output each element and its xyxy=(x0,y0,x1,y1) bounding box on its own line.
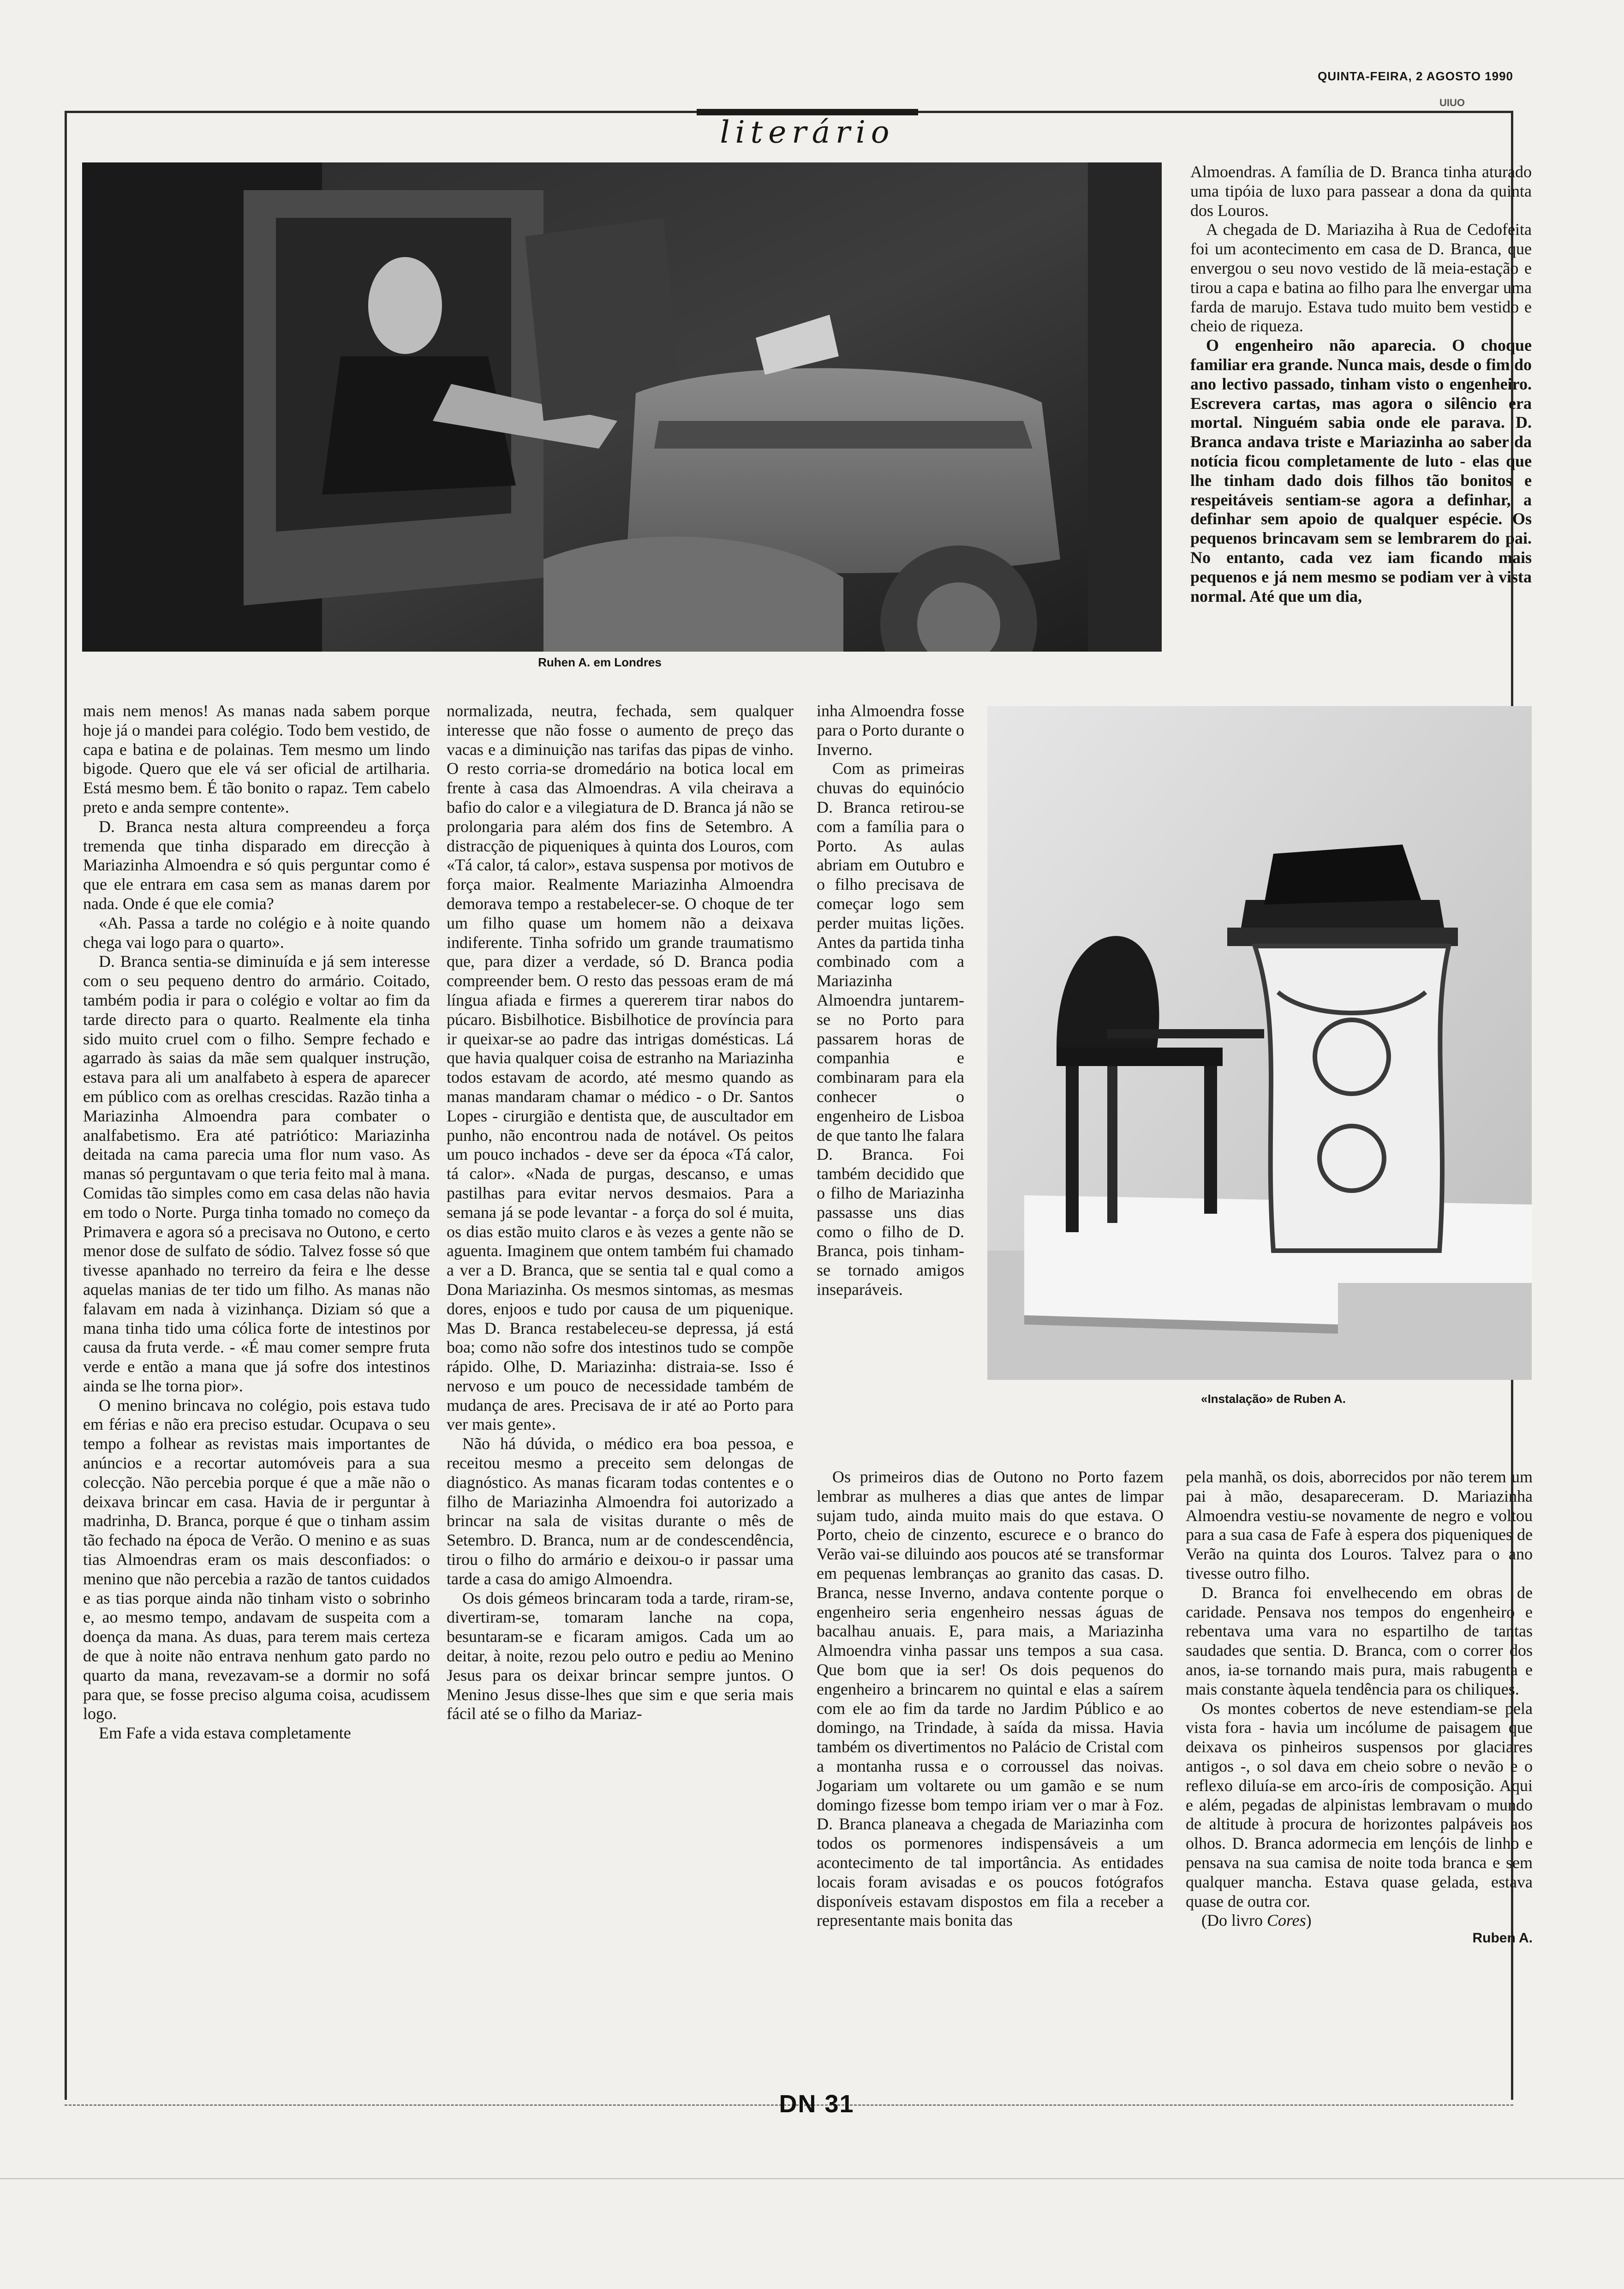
paragraph: O menino brincava no colégio, pois estava tudo em férias e não era preciso estudar. Ocupava o seu tempo a folhear as revistas mais importantes de anúncios e a recortar automóveis para a sua colecção. Não percebia porque é que a mãe não o deixava brincar em casa. Havia de ir perguntar à madrinha, D. Branca, porque é que o tinham assim tão fechado na época de Verão. O menino e as suas tias Almoendras eram os mais desconfiados: o menino que não percebia a razão de tantos cuidados e as tias porque ainda não tinham visto o sobrinho e, ao mesmo tempo, andavam de suspeita com a doença da mana. As duas, para terem mais certeza de que à noite não entrava nenhum gato pardo no quarto da mana, revezavam-se a dormir no sofá para que, se fosse preciso alguma coisa, acudissem logo. xyxy=(83,1396,430,1723)
photo-ruben-london xyxy=(82,162,1162,652)
paragraph: Almoendras. A família de D. Branca tinha aturado uma tipóia de luxo para passear a dona da quinta dos Louros. xyxy=(1190,162,1532,220)
paragraph: A chegada de D. Mariaziha à Rua de Cedofeita foi um acontecimento em casa de D. Branca, que envergou o seu novo vestido de lã meia-estação e tirou a capa e batina ao filho para lhe envergar uma farda de marujo. Estava tudo muito bem vestido e cheio de riqueza. xyxy=(1190,220,1532,336)
paragraph: Os montes cobertos de neve estendiam-se pela vista fora - havia um incólume de paisagem que deixava os pinheiros suspensos por glaciares antigos -, o sol dava em cheio sobre o nevão e o reflexo diluía-se em arco-íris de composição. Aqui e além, pegadas de alpinistas lembravam o mundo de altitude à procura de horizontes palpáveis aos olhos. D. Branca adormecia em lençóis de linho e pensava na sua camisa de noite toda branca e sem qualquer mancha. Estava quase gelada, estava quase de outra cor. xyxy=(1186,1699,1533,1911)
paragraph: Os dois gémeos brincaram toda a tarde, riram-se, divertiram-se, tomaram lanche na copa, besuntaram-se e ficaram amigos. Cada um ao deitar, à noite, rezou pelo outro e pediu ao Menino Jesus para os deixar brincar sempre juntos. O Menino Jesus disse-lhes que sim e que seria mais fácil até se o filho da Mariaz- xyxy=(447,1588,794,1723)
paragraph: inha Almoendra fosse para o Porto durante o Inverno. xyxy=(817,701,964,759)
article-column-1 xyxy=(83,701,430,1743)
paragraph: Com as primeiras chuvas do equinócio D. Branca retirou-se com a família para o Porto. As aulas abriam em Outubro e o filho precisava de começar logo sem perder muitas lições. Antes da partida tinha combinado com a Mariazinha Almoendra juntarem-se no Porto para passarem horas de companhia e combinaram para ela conhecer o engenheiro de Lisboa de que tanto lhe falara D. Branca. Foi também decidido que o filho de Mariazinha passasse uns dias como o filho de D. Branca, pois tinham-se tornado amigos inseparáveis. xyxy=(817,759,964,1299)
photo-installation-image xyxy=(987,706,1532,1380)
photo-installation xyxy=(987,706,1532,1380)
article-column-right-top xyxy=(1190,162,1532,606)
paragraph: D. Branca foi envelhecendo em obras de caridade. Pensava nos tempos do engenheiro e rebentava uma vara no espartilho de tantas saudades que sentia. D. Branca, com o correr dos anos, ia-se tornando mais pura, mais rabugenta e mais constante àquela tendência para os chiliques. xyxy=(1186,1583,1533,1698)
paragraph: normalizada, neutra, fechada, sem qualquer interesse que não fosse o aumento de preço das vacas e a diminuição nas tarifas das pipas de vinho. O resto corria-se dromedário na botica local em frente à casa das Almoendras. A vila cheirava a bafio do calor e a vilegiatura de D. Branca já não se prolongaria para além dos fins de Setembro. A distracção de piqueniques à quinta dos Louros, com «Tá calor, tá calor», estava suspensa por motivos de força maior. Realmente Mariazinha Almoendra demorava tempo a restabelecer-se. O choque de ter um filho quase um homem não a deixava indiferente. Tinha sofrido um grande traumatismo que, para dizer a verdade, só D. Branca podia compreender bem. O resto das pessoas eram de má língua afiada e firmes a quererem tirar nabos do púcaro. Bisbilhotice. Bisbilhotice de província para ir queixar-se ao padre das intrigas domésticas. Lá que havia qualquer coisa de estranho na Mariazinha todos estavam de acordo, até mesmo quando as manas mandaram chamar o médico - o Dr. Santos Lopes - cirurgião e dentista que, de auscultador em punho, não encontrou nada de notável. Os peitos um pouco inchados - deve ser da época «Tá calor, tá calor». «Nada de purgas, descanso, e umas pastilhas para evitar nervos desmaios. Para a semana já se pode levantar - a força do sol é muita, os dias estão muito claros e às vezes a gente não se aguenta. Imaginem que ontem também fui chamado a ver a D. Branca, que se sentia tal e qual como a Dona Mariazinha. Os mesmos sintomas, as mesmas dores, enjoos e tudo por causa de um piquenique. Mas D. Branca restabeleceu-se depressa, já está boa; como não sofre dos intestinos tudo se compõe rápido. Olhe, D. Mariazinha: distraia-se. Isso é nervoso e um pouco de necessidade também de mudança de ares. Precisava de ir até ao Porto para ver mais gente». xyxy=(447,701,794,1434)
paragraph: Os primeiros dias de Outono no Porto fazem lembrar as mulheres a dias que antes de limpar sujam tudo, ainda muito mais do que estava. O Porto, cheio de cinzento, escurece e o branco do Verão vai-se diluindo aos poucos até se transformar em pequenas lembranças ao granito das casas. D. Branca, nesse Inverno, andava contente porque o engenheiro seria engenheiro nessas águas de bacalhau anuais. E, para mais, a Mariazinha Almoendra vinha passar uns tempos a sua casa. Que bom que ia ser! Os dois pequenos do engenheiro a brincarem no quintal e elas a saírem com ele ao fim da tarde no Jardim Público e ao domingo, na Trindade, à saída da missa. Havia também os divertimentos no Palácio de Cristal com a montanha russa e o corroussel das noivas. Jogariam um voltarete ou um gamão e se num domingo fizesse bom tempo iriam ver o mar à Foz. D. Branca planeava a chegada de Mariazinha com todos os pormenores indispensáveis a um acontecimento de tal importância. As entidades locais foram avisadas e os poucos fotógrafos disponíveis estavam dispostos em fila a receber a representante mais bonita das xyxy=(817,1468,1164,1930)
paragraph: Não há dúvida, o médico era boa pessoa, e receitou mesmo a preceito sem delongas de diagnóstico. As manas ficaram todas contentes e o filho de Mariazinha Almoendra foi autorizado a brincar na sala de visitas durante o mês de Setembro. D. Branca, num ar de condescendência, tirou o filho do armário e deixou-o ir passar uma tarde a casa do amigo Almoendra. xyxy=(447,1434,794,1588)
page-number: DN 31 xyxy=(779,2090,854,2118)
paragraph: D. Branca nesta altura compreendeu a força tremenda que tinha disparado em direcção à Mariazinha Almoendra e só quis perguntar como é que ele entrara em casa sem as manas darem por nada. Onde é que ele comia? xyxy=(83,817,430,913)
book-title: Cores xyxy=(1266,1911,1306,1930)
paragraph: O engenheiro não aparecia. O choque familiar era grande. Nunca mais, desde o fim do ano lectivo passado, tinham visto o engenheiro. Escrevera cartas, mas agora o silêncio era mortal. Ninguém sabia onde ele parava. D. Branca andava triste e Mariazinha ao saber da notícia ficou completamente de luto - elas que lhe tinham dado dois filhos tão bonitos e respeitáveis sentiam-se agora a definhar, a definhar sem apoio de qualquer espécie. Os pequenos brincavam sem se lembrarem do pai. No entanto, cada vez iam ficando mais pequenos e já nem mesmo se podiam ver à vista normal. Até que um dia, xyxy=(1190,336,1532,605)
photo-ruben-london-image xyxy=(82,162,1162,652)
photo-caption-installation: «Instalação» de Ruben A. xyxy=(1200,1392,1346,1406)
citation-suffix: ) xyxy=(1306,1911,1312,1930)
photo-caption-top: Ruhen A. em Londres xyxy=(538,655,662,669)
section-title: literário xyxy=(720,114,895,150)
paragraph: pela manhã, os dois, aborrecidos por não terem um pai à mão, desapareceram. D. Mariazinha Almoendra vestiu-se novamente de negro e voltou para a sua casa de Fafe à espera dos piqueniques de Verão na quinta dos Louros. Talvez para o ano tivesse outro filho. xyxy=(1186,1468,1533,1582)
citation-prefix: (Do livro xyxy=(1201,1911,1267,1930)
page-edge-fragment: UIUO xyxy=(1439,97,1465,108)
scan-edge xyxy=(0,2178,1624,2179)
source-citation xyxy=(1186,1911,1533,1930)
article-column-3 xyxy=(817,701,964,1300)
paragraph: mais nem menos! As manas nada sabem porque hoje já o mandei para colégio. Todo bem vestido, de capa e batina e de polainas. Tem mesmo um lindo bigode. Quero que ele vá ser oficial de artilharia. Está mesmo bem. É tão bonito o rapaz. Tem cabelo preto e anda sempre contente». xyxy=(83,701,430,816)
dateline: QUINTA-FEIRA, 2 AGOSTO 1990 xyxy=(1318,69,1513,83)
author-signature: Ruben A. xyxy=(1472,1930,1533,1946)
article-column-2 xyxy=(447,701,794,1724)
paragraph: Em Fafe a vida estava completamente xyxy=(99,1724,351,1743)
paragraph: D. Branca sentia-se diminuída e já sem interesse com o seu pequeno dentro do armário. Coitado, também podia ir para o colégio e voltar ao fim da tarde directo para o quarto. Realmente ela tinha sido muito cruel com o filho. Sempre fechado e agarrado às saias da mãe sem qualquer instrução, estava para ali um analfabeto à espera de aparecer em público com as orelhas crescidas. Razão tinha a Mariazinha Almoendra para combater o analfabetismo. Era até patriótico: Mariazinha deitada na cama parecia uma flor num vaso. As manas só perguntavam o que teria feito mal à mana. Comidas tão simples como em casa delas não havia em todo o Norte. Purga tinha tomado no começo da Primavera e agora só a precisava no Outono, e certo menor dose de sulfato de sódio. Talvez fosse só que tivesse apanhado no terreiro da feira e lhe desse aquelas manias de ter tido um filho. As manas não falavam em nada à vizinhança. Diziam só que a mana tinha tido uma cólica forte de intestinos por causa da fruta verde. - «É mau comer sempre fruta verde e então a mana que já sofre dos intestinos ainda se lhe torna pior». xyxy=(83,952,430,1395)
paragraph: «Ah. Passa a tarde no colégio e à noite quando chega vai logo para o quarto». xyxy=(83,913,430,952)
article-column-4 xyxy=(817,1468,1164,1930)
article-column-5 xyxy=(1186,1468,1533,1946)
